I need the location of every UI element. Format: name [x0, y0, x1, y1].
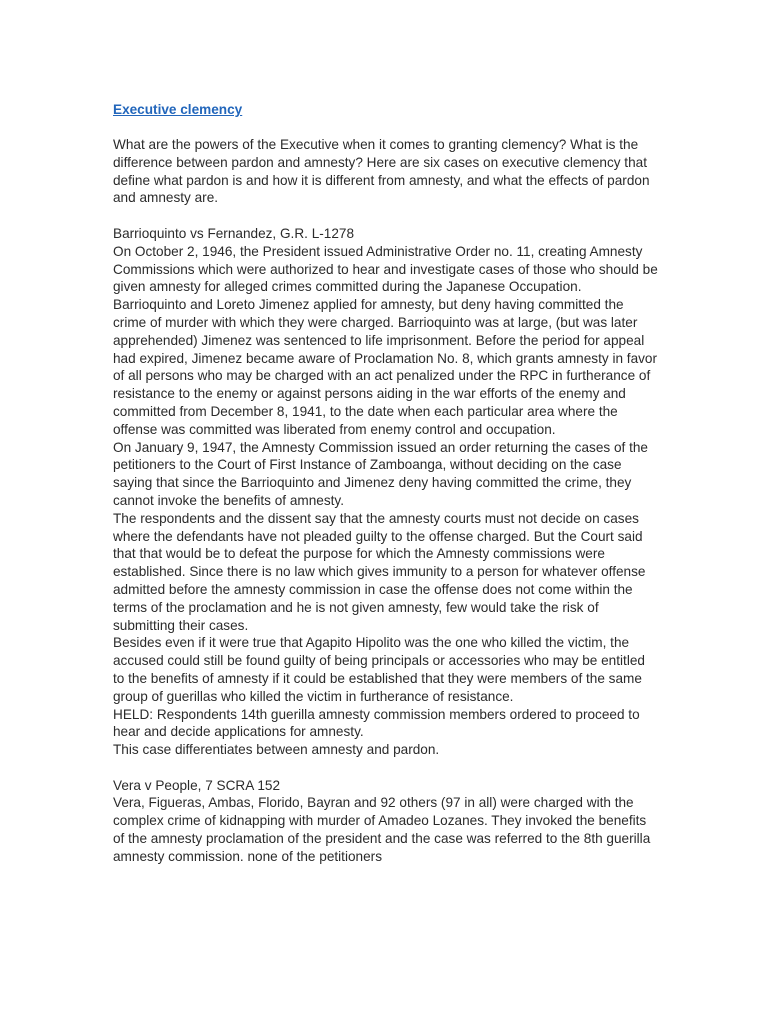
case-heading: Vera v People, 7 SCRA 152 [113, 777, 281, 793]
case-barrioquinto [113, 225, 658, 759]
case-paragraph: On October 2, 1946, the President issued Administrative Order no. 11, creating Amnesty Commissions which were authorized to hear and investigate cases of those who should be given amnesty for alleged crimes committed during the Japanese Occupation. [113, 243, 658, 295]
case-vera [113, 777, 658, 866]
case-held: HELD: Respondents 14th guerilla amnesty commission members ordered to proceed to hear and decide applications for amnesty. [113, 706, 640, 740]
case-heading: Barrioquinto vs Fernandez, G.R. L-1278 [113, 225, 355, 241]
case-paragraph: Barrioquinto and Loreto Jimenez applied for amnesty, but deny having committed the crime of murder with which they were charged. Barrioquinto was at large, (but was later apprehended) Jimenez was sentenced to life imprisonment. Before the period for appeal had expired, Jimenez became aware of Proclamation No. 8, which grants amnesty in favor of all persons who may be charged with an act penalized under the RPC in furtherance of resistance to the enemy or against persons aiding in the war efforts of the enemy and committed from December 8, 1941, to the date when each particular area where the offense was committed was liberated from enemy control and occupation. [113, 297, 658, 437]
case-paragraph: On January 9, 1947, the Amnesty Commission issued an order returning the cases of the petitioners to the Court of First Instance of Zamboanga, without deciding on the case saying that since the Barrioquinto and Jimenez deny having committed the crime, they cannot invoke the benefits of amnesty. [113, 439, 648, 508]
case-paragraph: Vera, Figueras, Ambas, Florido, Bayran and 92 others (97 in all) were charged with the complex crime of kidnapping with murder of Amadeo Lozanes. They invoked the benefits of the amnesty proclamation of the president and the case was referred to the 8th guerilla amnesty commission. none of the petitioners [113, 795, 651, 864]
spacer [113, 759, 658, 777]
spacer [113, 120, 658, 136]
case-paragraph: The respondents and the dissent say that the amnesty courts must not decide on cases where the defendants have not pleaded guilty to the offense charged. But the Court said that that would be to defeat the purpose for which the Amnesty commissions were established. Since there is no law which gives immunity to a person for whatever offense admitted before the amnesty commission in case the offense does not come within the terms of the proclamation and he is not given amnesty, few would take the risk of submitting their cases. [113, 510, 646, 633]
case-paragraph: This case differentiates between amnesty and pardon. [113, 742, 440, 758]
document-page [113, 100, 658, 866]
intro-paragraph: What are the powers of the Executive when it comes to granting clemency? What is the difference between pardon and amnesty? Here are six cases on executive clemency that define what pardon is and how it is different from amnesty, and what the effects of pardon and amnesty are. [113, 137, 650, 206]
document-title-link[interactable]: Executive clemency [113, 102, 243, 117]
case-paragraph: Besides even if it were true that Agapito Hipolito was the one who killed the victim, the accused could still be found guilty of being principals or accessories who may be entitled to the benefits of amnesty if it could be established that they were members of the same group of guerillas who killed the victim in furtherance of resistance. [113, 635, 645, 704]
spacer [113, 207, 658, 225]
